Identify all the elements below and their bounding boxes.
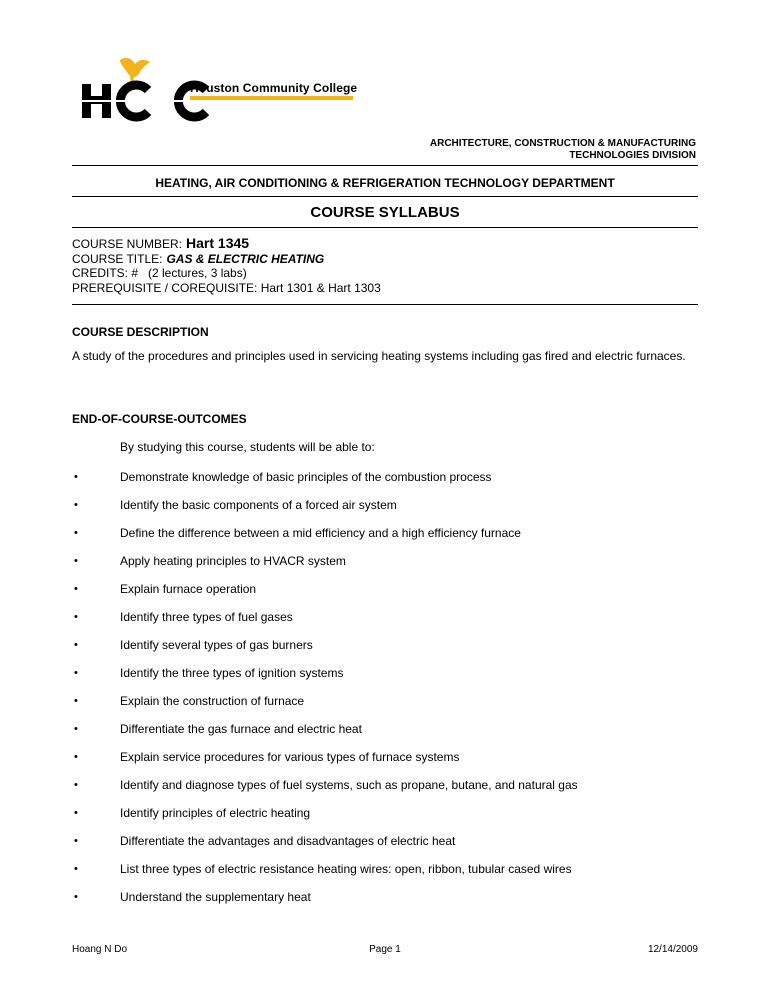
outcome-text: Differentiate the advantages and disadvantages of electric heat bbox=[120, 834, 456, 848]
list-item bbox=[72, 715, 698, 743]
footer-page-number: Page 1 bbox=[369, 944, 401, 955]
outcome-text: Identify three types of fuel gases bbox=[120, 610, 293, 624]
course-description-text: A study of the procedures and principles used in servicing heating systems including gas fired and electric furnaces. bbox=[72, 349, 686, 363]
outcome-text: Identify the basic components of a forced air system bbox=[120, 498, 397, 512]
page-title: COURSE SYLLABUS bbox=[310, 204, 460, 221]
college-name: Houston Community College bbox=[190, 81, 358, 95]
outcome-text: Explain service procedures for various types of furnace systems bbox=[120, 750, 460, 764]
divider bbox=[72, 227, 698, 228]
divider bbox=[72, 304, 698, 305]
list-item bbox=[72, 603, 698, 631]
footer-author: Hoang N Do bbox=[72, 944, 128, 955]
list-item bbox=[72, 463, 698, 491]
department-name: HEATING, AIR CONDITIONING & REFRIGERATION TECHNOLOGY DEPARTMENT bbox=[155, 176, 615, 190]
outcome-text: Differentiate the gas furnace and electric heat bbox=[120, 722, 362, 736]
outcomes-intro: By studying this course, students will be able to: bbox=[120, 440, 375, 454]
division-line-2: TECHNOLOGIES DIVISION bbox=[569, 150, 696, 161]
course-title bbox=[72, 252, 381, 267]
bullet-icon: • bbox=[74, 807, 78, 819]
course-prerequisite: PREREQUISITE / COREQUISITE: Hart 1301 & Hart 1303 bbox=[72, 280, 381, 295]
outcomes-list bbox=[72, 463, 698, 911]
bullet-icon: • bbox=[74, 695, 78, 707]
bullet-icon: • bbox=[74, 639, 78, 651]
outcome-text: Identify the three types of ignition systems bbox=[120, 666, 344, 680]
outcome-text: Identify and diagnose types of fuel systems, such as propane, butane, and natural gas bbox=[120, 778, 578, 792]
list-item bbox=[72, 519, 698, 547]
list-item bbox=[72, 491, 698, 519]
bullet-icon: • bbox=[74, 863, 78, 875]
logo-underline bbox=[190, 96, 353, 100]
bullet-icon: • bbox=[74, 667, 78, 679]
bullet-icon: • bbox=[74, 499, 78, 511]
divider bbox=[72, 165, 698, 166]
footer-date: 12/14/2009 bbox=[647, 944, 698, 955]
course-credits: CREDITS: # (2 lectures, 3 labs) bbox=[72, 266, 247, 280]
outcome-text: Define the difference between a mid efficiency and a high efficiency furnace bbox=[120, 526, 521, 540]
bullet-icon: • bbox=[74, 835, 78, 847]
outcome-text: Apply heating principles to HVACR system bbox=[120, 554, 346, 568]
division-name bbox=[430, 138, 696, 162]
outcome-text: Explain the construction of furnace bbox=[120, 694, 305, 708]
list-item bbox=[72, 547, 698, 575]
list-item bbox=[72, 883, 698, 911]
outcomes-heading: END-OF-COURSE-OUTCOMES bbox=[72, 412, 247, 426]
list-item bbox=[72, 855, 698, 883]
course-number-value: Hart 1345 bbox=[186, 235, 250, 251]
list-item bbox=[72, 771, 698, 799]
bullet-icon: • bbox=[74, 583, 78, 595]
outcome-text: Understand the supplementary heat bbox=[120, 890, 311, 904]
outcome-text: Identify principles of electric heating bbox=[120, 806, 311, 820]
list-item bbox=[72, 687, 698, 715]
outcome-text: Demonstrate knowledge of basic principles of the combustion process bbox=[120, 470, 492, 484]
bullet-icon: • bbox=[74, 891, 78, 903]
outcome-text: Identify several types of gas burners bbox=[120, 638, 313, 652]
list-item bbox=[72, 575, 698, 603]
division-line-1: ARCHITECTURE, CONSTRUCTION & MANUFACTURING bbox=[429, 138, 696, 149]
bullet-icon: • bbox=[74, 555, 78, 567]
list-item bbox=[72, 743, 698, 771]
course-number bbox=[72, 236, 381, 252]
course-title-value: GAS & ELECTRIC HEATING bbox=[166, 251, 325, 266]
list-item bbox=[72, 659, 698, 687]
course-info bbox=[72, 236, 381, 295]
course-description-heading: COURSE DESCRIPTION bbox=[72, 325, 209, 339]
bullet-icon: • bbox=[74, 611, 78, 623]
outcome-text: Explain furnace operation bbox=[120, 582, 257, 596]
outcome-text: List three types of electric resistance heating wires: open, ribbon, tubular cased wires bbox=[120, 862, 572, 876]
divider bbox=[72, 196, 698, 197]
list-item bbox=[72, 799, 698, 827]
course-number-label: COURSE NUMBER: bbox=[72, 237, 183, 251]
bullet-icon: • bbox=[74, 723, 78, 735]
list-item bbox=[72, 827, 698, 855]
course-title-label: COURSE TITLE: bbox=[72, 251, 163, 266]
list-item bbox=[72, 631, 698, 659]
bullet-icon: • bbox=[74, 471, 78, 483]
bullet-icon: • bbox=[74, 751, 78, 763]
bullet-icon: • bbox=[74, 527, 78, 539]
bullet-icon: • bbox=[74, 779, 78, 791]
